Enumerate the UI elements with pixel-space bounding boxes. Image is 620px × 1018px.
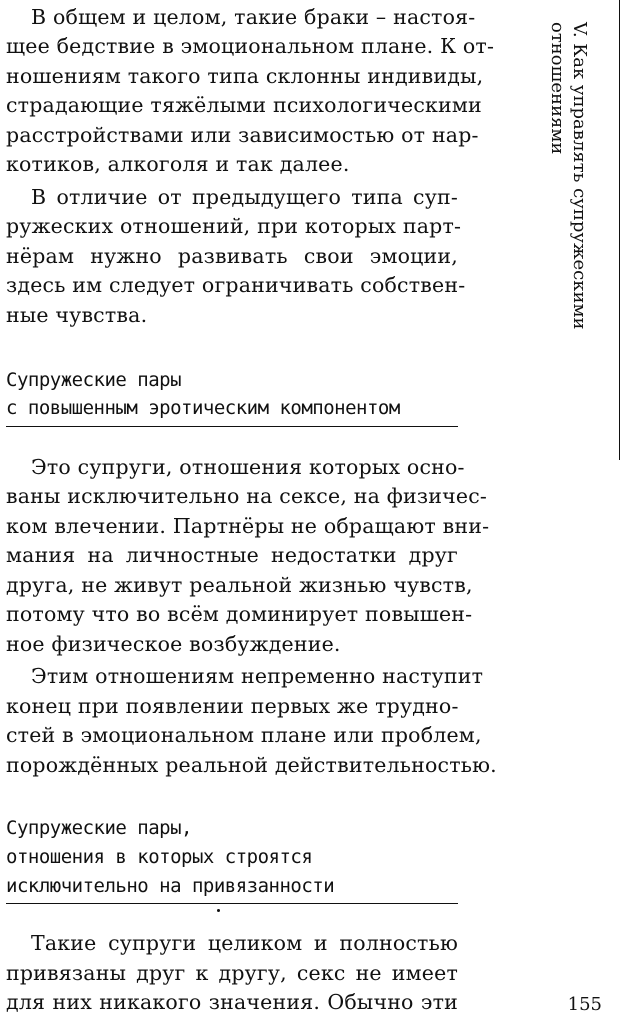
running-head-text (546, 22, 590, 330)
paragraph-4-line-3: стей в эмоциональном плане или проблем, (6, 723, 482, 747)
paragraph-2-line-1: В отличие от предыдущего типа суп- (31, 185, 458, 209)
paragraph-1-line-3: ношениям такого типа склонны индивиды, (6, 64, 484, 88)
paragraph-3-line-1: Это супруги, отношения которых осно- (31, 455, 465, 479)
section-heading-2-line-2: отношения в которых строятся (6, 846, 313, 868)
running-head-line-1: V. Как управлять супружескими (569, 22, 590, 330)
paragraph-3-line-3: ком влечении. Партнёры не обращают вни- (6, 514, 490, 538)
paragraph-2-line-3: нёрам нужно развивать свои эмоции, (6, 244, 458, 268)
print-speck (217, 909, 220, 912)
paragraph-2-line-4: здесь им следует ограничивать собствен- (6, 273, 466, 297)
paragraph-2-line-5: ные чувства. (6, 303, 148, 327)
paragraph-1-line-4: страдающие тяжёлыми психологическими (6, 93, 482, 117)
paragraph-3-line-5: друга, не живут реальной жизнью чувств, (6, 573, 473, 597)
paragraph-1-line-6: котиков, алкоголя и так далее. (6, 152, 350, 176)
section-heading-1-line-2: с повышенным эротическим компонентом (6, 397, 400, 419)
paragraph-4-line-4: порождённых реальной действительностью. (6, 753, 497, 777)
paragraph-5-line-1: Такие супруги целиком и полностью (31, 931, 458, 955)
paragraph-4-line-1: Этим отношениям непременно наступит (31, 664, 484, 688)
paragraph-3-line-7: ное физическое возбуждение. (6, 632, 341, 656)
paragraph-2-line-2: ружеских отношений, при которых парт- (6, 214, 462, 238)
section-heading-2-line-3: исключительно на привязанности (6, 875, 335, 897)
paragraph-3-line-6: потому что во всём доминирует повышен- (6, 602, 473, 626)
paragraph-5-line-2: привязаны друг к другу, секс не имеет (6, 961, 458, 985)
paragraph-3-line-4: мания на личностные недостатки друг (6, 543, 458, 567)
paragraph-1-line-5: расстройствами или зависимостью от нар- (6, 123, 479, 147)
page-number: 155 (567, 994, 602, 1015)
paragraph-5-line-3: для них никакого значения. Обычно эти (6, 990, 458, 1014)
paragraph-3-line-2: ваны исключительно на сексе, на физичес- (6, 484, 488, 508)
section-heading-2-line-1: Супружеские пары, (6, 817, 192, 839)
section-heading-1-rule (6, 426, 458, 427)
paragraph-4-line-2: конец при появлении первых же трудно- (6, 694, 459, 718)
section-heading-2-rule (6, 903, 458, 904)
section-heading-1-line-1: Супружеские пары (6, 369, 182, 391)
running-head-line-2: отношениями (547, 22, 568, 155)
paragraph-1-line-1: В общем и целом, такие браки – настоя- (31, 5, 476, 29)
paragraph-1-line-2: щее бедствие в эмоциональном плане. К от- (6, 34, 495, 58)
